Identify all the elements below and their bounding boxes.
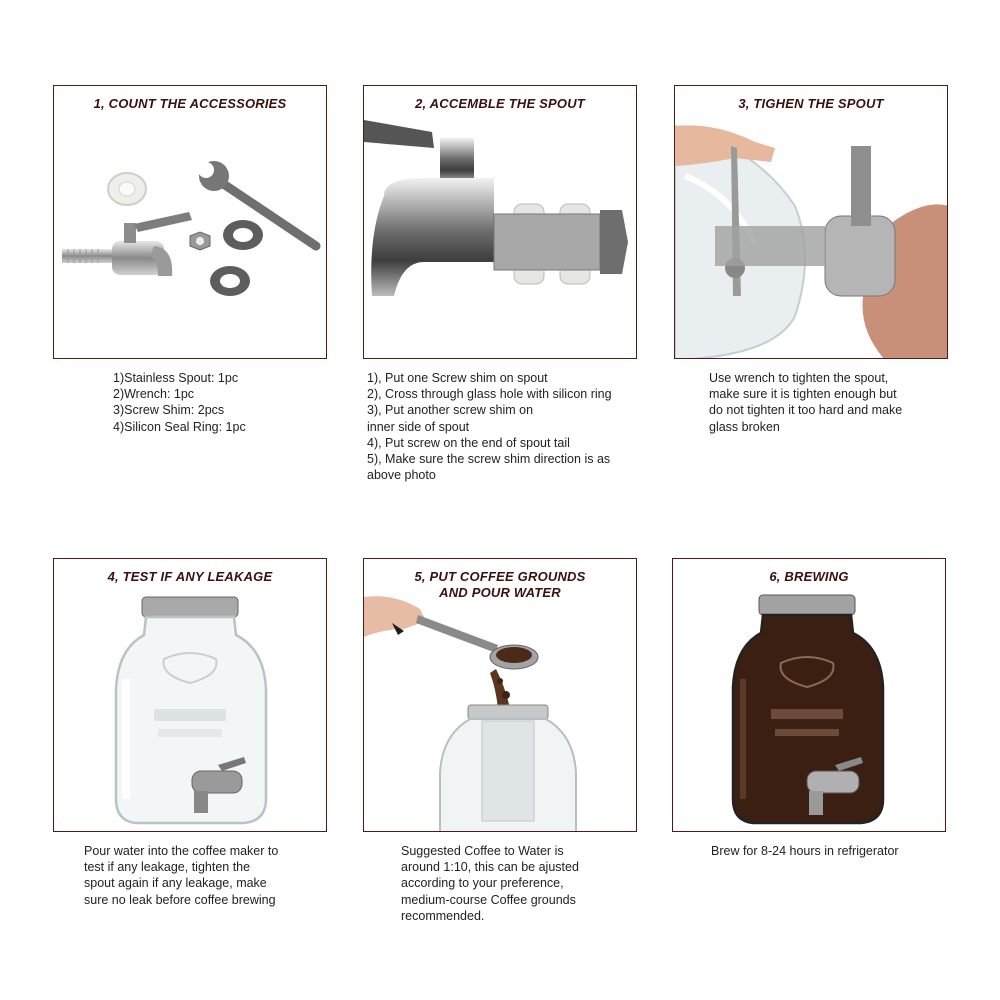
step-1-panel	[53, 85, 327, 359]
step-2-panel	[363, 85, 637, 359]
step-2-title: 2, ACCEMBLE THE SPOUT	[415, 96, 585, 111]
brewing-jar-photo	[673, 559, 946, 832]
description-line: Use wrench to tighten the spout,	[709, 371, 889, 385]
step-5-title-line: AND POUR WATER	[439, 585, 561, 600]
coffee-grounds-icon	[490, 669, 510, 709]
spout-assembly-photo	[364, 86, 637, 359]
jar-lid-icon	[759, 595, 855, 615]
screw-shim-icon	[223, 220, 263, 250]
description-line: make sure it is tighten enough but	[709, 387, 897, 402]
hand-icon	[364, 596, 426, 637]
screw-shim-icon	[210, 266, 250, 296]
description-line: test if any leakage, tighten the	[84, 860, 251, 875]
step-4-description	[84, 843, 278, 908]
description-line: 1), Put one Screw shim on spout	[367, 371, 548, 385]
spout-tail-icon	[494, 214, 600, 270]
description-line: 2)Wrench: 1pc	[113, 387, 195, 402]
description-line: sure no leak before coffee brewing	[84, 892, 276, 907]
accessories-illustration	[54, 86, 327, 359]
step-5-description	[401, 843, 579, 924]
description-line: 4)Silicon Seal Ring: 1pc	[113, 419, 246, 434]
description-line: Brew for 8-24 hours in refrigerator	[711, 844, 899, 858]
step-6-description	[711, 843, 899, 859]
jar-lid-icon	[142, 597, 238, 617]
silicon-ring-icon	[108, 173, 146, 205]
tighten-spout-photo	[675, 86, 948, 359]
step-2-description	[367, 370, 612, 483]
step-6-panel	[672, 558, 946, 832]
step-5-panel	[363, 558, 637, 832]
description-line: 2), Cross through glass hole with silicon ring	[367, 387, 612, 402]
description-line: medium-course Coffee grounds	[401, 892, 576, 907]
description-line: do not tighten it too hard and make	[709, 403, 903, 418]
water-jar-photo	[54, 559, 327, 832]
description-line: glass broken	[709, 419, 780, 434]
screw-nut-icon	[600, 210, 628, 274]
description-line: Suggested Coffee to Water is	[401, 844, 564, 858]
description-line: inner side of spout	[367, 419, 470, 434]
description-line: 4), Put screw on the end of spout tail	[367, 435, 570, 450]
screw-nut-icon	[190, 232, 210, 250]
description-line: 1)Stainless Spout: 1pc	[113, 371, 239, 385]
description-line: 5), Make sure the screw shim direction is as	[367, 452, 611, 467]
step-3-description	[709, 370, 902, 435]
step-1-description	[113, 370, 246, 435]
step-5-title-line: 5, PUT COFFEE GROUNDS	[414, 569, 586, 584]
description-line: recommended.	[401, 908, 485, 923]
spout-icon	[364, 120, 494, 296]
step-6-title: 6, BREWING	[769, 569, 849, 584]
step-3-title: 3, TIGHEN THE SPOUT	[738, 96, 884, 111]
description-line: Pour water into the coffee maker to	[84, 844, 279, 858]
step-3-panel	[674, 85, 948, 359]
step-4-title: 4, TEST IF ANY LEAKAGE	[107, 569, 273, 584]
description-line: 3), Put another screw shim on	[367, 403, 534, 418]
description-line: around 1:10, this can be ajusted	[401, 860, 579, 875]
glass-jar-icon	[440, 705, 576, 832]
glass-jar-icon	[733, 615, 883, 823]
description-line: 3)Screw Shim: 2pcs	[113, 403, 225, 418]
glass-jar-icon	[116, 617, 266, 823]
spoon-icon	[416, 615, 538, 669]
step-1-title: 1, COUNT THE ACCESSORIES	[93, 96, 287, 111]
step-4-panel	[53, 558, 327, 832]
description-line: spout again if any leakage, make	[84, 876, 267, 891]
description-line: above photo	[367, 468, 436, 483]
coffee-grounds-photo	[364, 559, 637, 832]
spout-icon	[62, 212, 192, 276]
description-line: according to your preference,	[401, 876, 564, 891]
